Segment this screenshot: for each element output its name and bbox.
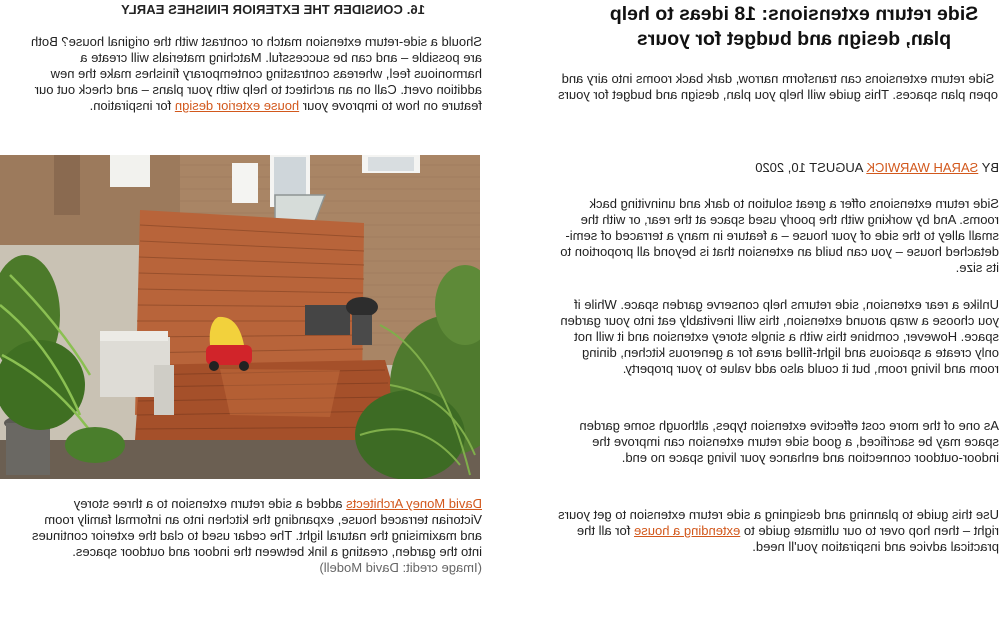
paragraph-1: Side return extensions offer a great solution to dark and uninviting back rooms. And by working with the poorly used space at the rear, or with the small alley to the side of your house – a feature in many a terraced of semi-detached house – you can build an extension that is beyond all proportion to its size. xyxy=(560,196,999,275)
side-return-extension-photo xyxy=(0,155,480,479)
section-body-text: Should a side-return extension match or contrast with the original house? Both are possible – and can be successful. Matching materials will create a harmonious feel, whereas contrasting contemporary finishes make the new addition overt. Call on an architect to help with your plans – and check out our feature on how to improve your xyxy=(31,34,482,113)
paragraph-4-text-end: for all the practical advice and inspiration you'll need. xyxy=(576,523,999,554)
paragraph-4 xyxy=(557,507,999,555)
house-exterior-design-link[interactable]: house exterior design xyxy=(174,98,300,113)
byline xyxy=(755,160,999,176)
extending-a-house-link[interactable]: extending a house xyxy=(634,523,741,538)
byline-prefix: BY xyxy=(981,160,999,175)
image-credit: (Image credit: David Modell) xyxy=(319,560,482,575)
paragraph-4-text: Use this guide to planning and designing a side return extension to get yours right – then hop over to our ultimate guide to xyxy=(558,507,999,538)
section-heading: 16. CONSIDER THE EXTERIOR FINISHES EARLY xyxy=(120,2,425,17)
publish-date: AUGUST 10, 2020 xyxy=(755,160,864,175)
article-title: Side return extensions: 18 ideas to help plan, design and budget for yours xyxy=(609,3,979,50)
section-body-text-end: for inspiration. xyxy=(89,98,175,113)
caption-text: added a side return extension to a three storey Victorian terraced house, expanding the kitchen into an informal family room and maximising the natural light. The cedar used to clad the exterior continues into the garden, creating a link between the indoor and outdoor spaces. xyxy=(32,496,482,559)
paragraph-2: Unlike a rear extension, side returns help conserve garden space. While if you choose a wrap around extension, this will inevitably eat into your garden space. However, combine this with a single storey extension and it will not only create a spacious and light-filled area for a generous kitchen, dining room and living room, but it could also add value to your property. xyxy=(560,297,999,376)
photo-caption xyxy=(20,496,482,576)
section-body xyxy=(20,34,482,114)
david-money-architects-link[interactable]: David Money Architects xyxy=(346,496,482,511)
author-link[interactable]: SARAH WARWICK xyxy=(866,160,979,175)
paragraph-3: As one of the more cost effective extension types, although some garden space may be sacrificed, a good side return extension can improve the indoor-outdoor connection and enhance your living space no end. xyxy=(579,418,999,465)
article-intro: Side return extensions can transform narrow, dark back rooms into airy and open plan spaces. This guide will help you plan, design and budget for yours xyxy=(558,71,998,102)
